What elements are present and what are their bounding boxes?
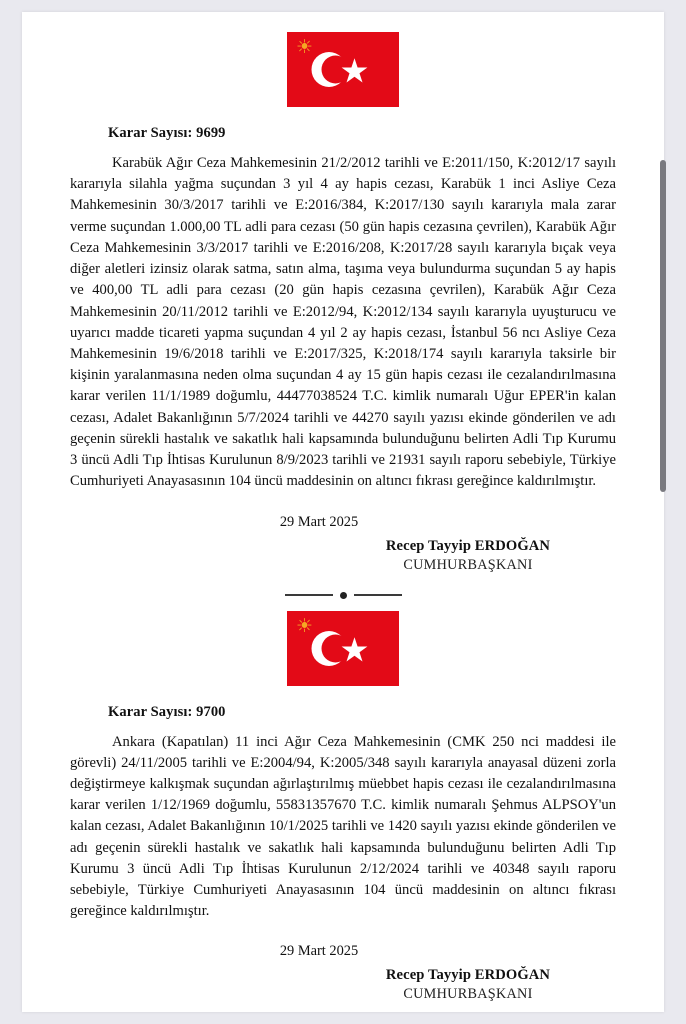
divider-bar-right <box>354 594 402 596</box>
turkish-flag-icon <box>287 611 399 686</box>
signer-name-1: Recep Tayyip ERDOĞAN <box>385 537 551 554</box>
section-divider <box>279 592 407 599</box>
signature-block-2 <box>70 967 616 1003</box>
signer-title-2: CUMHURBAŞKANI <box>403 986 533 1003</box>
flag-container-1 <box>70 12 616 107</box>
decree-body-2: Ankara (Kapatılan) 11 inci Ağır Ceza Mahkemesinin (CMK 250 nci maddesi ile görevli) 24/11/2005 tarihli ve E:2004/94, K:2005/348 sayılı kararıyla anayasal düzeni zorla değiştirmeye kalkışmak suçundan ağırlaştırılmış müebbet hapis cezası ile cezalandırılmasına karar verilen 1/12/1969 doğumlu, 55831357670 T.C. kimlik numaralı Şehmus ALPSOY'un kalan cezası, Adalet Bakanlığının 10/1/2025 tarihli ve 1420 sayılı yazısı ekinde gönderilen ve adı geçenin sürekli hastalık ve sakatlık hali kapsamında bulunduğunu belirten Adli Tıp Kurumu 3 üncü Adli Tıp İhtisas Kurulunun 2/12/2024 tarihli ve 40348 sayılı raporu sebebiyle, Türkiye Cumhuriyeti Anayasasının 104 üncü maddesinin on altıncı fıkrası gereğince kaldırılmıştır. <box>70 733 616 920</box>
decree-body-1: Karabük Ağır Ceza Mahkemesinin 21/2/2012 tarihli ve E:2011/150, K:2012/17 sayılı kararıyla silahla yağma suçundan 3 yıl 4 ay hapis cezası, Karabük 1 inci Asliye Ceza Mahkemesinin 30/3/2017 tarihli ve E:2016/384, K:2017/130 sayılı kararıyla mala zarar verme suçundan 1.000,00 TL adli para cezası (50 gün hapis cezasına çevrilen), Karabük Ağır Ceza Mahkemesinin 3/3/2017 tarihli ve E:2016/208, K:2017/28 sayılı kararıyla bıçak veya diğer aletleri izinsiz olarak satma, satın alma, taşıma veya bulundurma suçundan 5 ay hapis ve 400,00 TL adli para cezası (20 gün hapis cezasına çevrilen), Karabük Ağır Ceza Mahkemesinin 20/11/2012 tarihli ve E:2012/94, K:2012/134 sayılı kararıyla uyuşturucu ve uyarıcı madde ticareti yapma suçundan 4 yıl 2 ay hapis cezası, İstanbul 56 ncı Asliye Ceza Mahkemesinin 19/6/2018 tarihli ve E:2017/325, K:2018/174 sayılı kararıyla taksirle bir kişinin yaralanmasına neden olma suçundan 4 ay 15 gün hapis cezası ile cezalandırılmasına karar verilen 11/1/1989 doğumlu, 44477038524 T.C. kimlik numaralı Uğur EPER'in kalan cezası, Adalet Bakanlığının 5/7/2024 tarihli ve 44270 sayılı yazısı ekinde gönderilen ve adı geçenin sürekli hastalık ve sakatlık hali kapsamında bulunduğunu belirten Adli Tıp Kurumu 3 üncü Adli Tıp İhtisas Kurulunun 8/9/2023 tarihli ve 21931 sayılı raporu sebebiyle, Türkiye Cumhuriyeti Anayasasının 104 üncü maddesinin on altıncı fıkrası gereğince kaldırılmıştır. <box>70 155 616 490</box>
vertical-scrollbar-track[interactable] <box>663 0 677 1024</box>
decree-date-1: 29 Mart 2025 <box>279 513 359 530</box>
decree-number-2: Karar Sayısı: 9700 <box>108 703 226 720</box>
sun-burst-icon: ☀ <box>295 37 314 58</box>
flag-container-2 <box>70 599 616 686</box>
decree-date-2: 29 Mart 2025 <box>279 943 359 960</box>
sun-burst-icon: ☀ <box>295 615 314 637</box>
decree-section-1 <box>70 12 616 574</box>
document-content <box>22 12 664 1003</box>
divider-bar-left <box>285 594 333 596</box>
signer-name-2: Recep Tayyip ERDOĞAN <box>385 967 551 984</box>
turkish-flag-icon <box>287 32 399 107</box>
signature-block-1 <box>70 538 616 574</box>
divider-dot-icon <box>340 592 347 599</box>
signer-title-1: CUMHURBAŞKANI <box>403 556 533 573</box>
decree-number-1: Karar Sayısı: 9699 <box>108 125 226 141</box>
vertical-scrollbar-thumb[interactable] <box>660 160 666 492</box>
decree-section-2 <box>70 599 616 1004</box>
document-page <box>22 12 664 1012</box>
